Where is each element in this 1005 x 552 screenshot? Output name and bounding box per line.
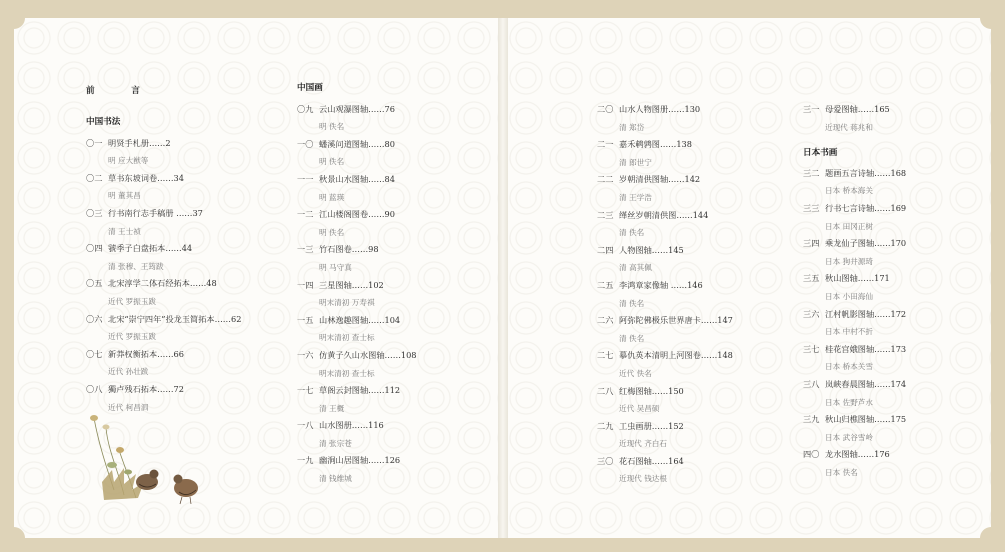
entry-title: 三星图轴……102	[319, 279, 384, 290]
entry-number: 二九	[597, 420, 614, 431]
toc-entry	[297, 417, 417, 435]
entry-number: 〇七	[86, 348, 103, 359]
section-heading: 中国画	[297, 83, 323, 93]
entry-author: 清 高其佩	[619, 263, 652, 273]
toc-entry	[297, 382, 417, 400]
entry-author: 近代 罗振玉跋	[108, 332, 156, 342]
entry-title: 江山楼阁图卷……90	[319, 209, 395, 220]
entry-title: 江村帆影图轴……172	[825, 308, 907, 319]
toc-entry	[803, 376, 906, 394]
entry-number: 一三	[297, 244, 314, 255]
entry-author: 近代 柯昌泗	[108, 402, 149, 412]
entry-number: 二四	[597, 244, 614, 255]
entry-author: 明末清初 万寿祺	[319, 298, 375, 308]
entry-title: 新莽权衡拓本……66	[108, 348, 184, 359]
toc-entry	[803, 200, 906, 218]
right-page	[506, 18, 991, 538]
entry-title: 母爱图轴……165	[825, 104, 890, 114]
entry-author: 近代 孙壮跋	[108, 367, 149, 377]
book-gutter	[498, 18, 508, 538]
entry-author: 清 王概	[319, 403, 345, 413]
entry-author: 清 郑岱	[619, 122, 645, 132]
toc-entry	[86, 240, 241, 258]
entry-author: 清 钱维城	[319, 474, 352, 484]
entry-title: 岁朝清供图轴……142	[619, 174, 701, 185]
corner-notch	[3, 7, 25, 29]
toc-entry	[86, 346, 241, 364]
entry-number: 三七	[803, 343, 820, 354]
entry-title: 蟠溪问道图轴……80	[319, 138, 395, 149]
entry-title: 秋山图轴……171	[825, 273, 890, 284]
toc-entry	[597, 242, 733, 260]
toc-entry	[86, 135, 241, 153]
entry-author: 近现代 蒋兆和	[825, 122, 873, 132]
toc-entry	[803, 446, 906, 464]
entry-author: 明 佚名	[319, 122, 345, 132]
entry-title: 工虫画册……152	[619, 420, 684, 431]
entry-author: 清 郎世宁	[619, 157, 652, 167]
entry-title: 行书南行志手稿册 ……37	[108, 207, 203, 218]
toc-entry	[803, 270, 906, 288]
flower-blooms	[90, 415, 132, 475]
entry-author: 清 佚名	[619, 228, 645, 238]
entry-author: 清 佚名	[619, 298, 645, 308]
entry-author: 明末清初 查士标	[319, 368, 375, 378]
toc-entry	[86, 205, 241, 223]
calligraphy-column	[86, 114, 241, 416]
quail-flower-illustration	[84, 410, 214, 510]
entry-author: 清 王学浩	[619, 192, 652, 202]
painting-column-2	[597, 101, 733, 488]
entry-title: 云山观瀑图轴……76	[319, 103, 395, 114]
entry-number: 一〇	[297, 138, 314, 149]
entry-title: 幽涧山居图轴……126	[319, 455, 401, 466]
entry-author: 清 张穆、王筠跋	[108, 261, 164, 271]
entry-number: 二六	[597, 315, 614, 326]
entry-number: 〇三	[86, 207, 103, 218]
entry-author: 近代 吴昌硕	[619, 404, 660, 414]
entry-title: 山水人物图册……130	[619, 104, 701, 114]
entry-author: 清 张宗苍	[319, 438, 352, 448]
toc-entry	[803, 341, 906, 359]
toc-entry	[597, 347, 733, 365]
toc-entry	[297, 312, 417, 330]
entry-number: 二八	[597, 385, 614, 396]
entry-number: 二〇	[597, 104, 614, 114]
entry-author: 日本 武谷雪岭	[825, 432, 873, 442]
entry-title: 草书东坡词卷……34	[108, 172, 184, 183]
toc-entry	[803, 235, 906, 253]
toc-entry	[297, 347, 417, 365]
entry-number: 二七	[597, 350, 614, 361]
entry-author: 日本 佚名	[825, 467, 858, 477]
entry-title: 山林逸趣图轴……104	[319, 314, 401, 325]
entry-number: 四〇	[803, 449, 820, 460]
entry-number: 一一	[297, 173, 314, 184]
toc-entry	[297, 206, 417, 224]
entry-title: 北宋淳学二体石经拓本……48	[108, 278, 217, 289]
toc-entry	[597, 207, 733, 225]
toc-entry	[803, 101, 906, 119]
entry-author: 日本 佐野芦水	[825, 397, 873, 407]
entry-number: 二二	[597, 174, 614, 185]
entry-title: 草阁云封图轴……112	[319, 385, 401, 396]
toc-entry	[597, 136, 733, 154]
entry-author: 近代 佚名	[619, 368, 652, 378]
entry-title: 红梅图轴……150	[619, 385, 684, 396]
entry-title: 乘龙仙子图轴……170	[825, 238, 907, 249]
toc-entry	[297, 136, 417, 154]
section-heading: 日本书画	[803, 148, 838, 159]
entry-author: 日本 狗井源琦	[825, 256, 873, 266]
toc-entry	[597, 171, 733, 189]
entry-number: 一七	[297, 385, 314, 396]
entry-number: 〇八	[86, 383, 103, 394]
entry-author: 日本 田冈正树	[825, 221, 873, 231]
entry-title: 摹仇英本清明上河图卷……148	[619, 350, 733, 361]
quail-right	[174, 475, 199, 505]
section-heading: 中国书法	[86, 117, 121, 127]
entry-title: 李鸿章家像轴 ……146	[619, 279, 703, 290]
entry-number: 〇六	[86, 313, 103, 324]
preface-heading: 前 言	[86, 86, 154, 96]
entry-author: 日本 桥本关雪	[825, 362, 873, 372]
entry-title: 虢季子白盘拓本……44	[108, 243, 193, 254]
toc-entry	[803, 411, 906, 429]
entry-author: 明 佚名	[319, 157, 345, 167]
entry-author: 日本 桥本海关	[825, 186, 873, 196]
entry-author: 日本 中村不折	[825, 327, 873, 337]
entry-author: 明末清初 查士标	[319, 333, 375, 343]
japan-column	[803, 101, 906, 481]
entry-title: 缂丝岁朝清供图……144	[619, 209, 709, 220]
entry-title: 龙水图轴……176	[825, 449, 890, 460]
entry-number: 一九	[297, 455, 314, 466]
entry-author: 明 佚名	[319, 227, 345, 237]
entry-title: 秋景山水图轴……84	[319, 173, 395, 184]
entry-number: 一五	[297, 314, 314, 325]
entry-number: 〇四	[86, 243, 103, 254]
toc-entry	[297, 452, 417, 470]
entry-title: 花石图轴……164	[619, 455, 684, 466]
entry-author: 近现代 齐白石	[619, 439, 667, 449]
quail-left	[136, 470, 159, 491]
entry-title: 阿弥陀佛极乐世界唐卡……147	[619, 315, 733, 326]
entry-author: 明 马守真	[319, 262, 352, 272]
entry-number: 三二	[803, 167, 820, 178]
toc-entry	[597, 277, 733, 295]
entry-number: 〇五	[86, 278, 103, 289]
entry-title: 嘉禾鹌鹑图……138	[619, 139, 692, 150]
entry-number: 三九	[803, 414, 820, 425]
painting-column-1	[297, 80, 417, 488]
toc-entry	[597, 101, 733, 119]
entry-number: 三四	[803, 238, 820, 249]
toc-entry	[86, 275, 241, 293]
entry-title: 山水图册……116	[319, 420, 384, 431]
entry-number: 〇九	[297, 103, 314, 114]
toc-entry	[597, 453, 733, 471]
entry-number: 三〇	[597, 455, 614, 466]
corner-notch	[980, 7, 1002, 29]
entry-author: 近现代 钱达根	[619, 474, 667, 484]
entry-title: 人物图轴……145	[619, 244, 684, 255]
entry-title: 獨卢残石拓本……72	[108, 383, 184, 394]
toc-entry	[297, 101, 417, 119]
toc-entry	[297, 277, 417, 295]
toc-entry	[597, 312, 733, 330]
toc-entry	[803, 306, 906, 324]
entry-number: 三八	[803, 378, 820, 389]
corner-notch	[980, 527, 1002, 549]
entry-number: 一八	[297, 420, 314, 431]
entry-author: 清 佚名	[619, 333, 645, 343]
corner-notch	[3, 527, 25, 549]
entry-title: 竹石图卷……98	[319, 244, 379, 255]
entry-title: 秋山归樵图轴……175	[825, 414, 907, 425]
entry-author: 明 应大猷等	[108, 156, 149, 166]
entry-author: 明 蓝瑛	[319, 192, 345, 202]
entry-number: 二三	[597, 209, 614, 220]
entry-author: 明 董其昌	[108, 191, 141, 201]
entry-number: 三五	[803, 273, 820, 284]
entry-title: 明贤手札册……2	[108, 137, 171, 148]
entry-title: 岚峡春晨图轴……174	[825, 378, 907, 389]
entry-number: 〇二	[86, 172, 103, 183]
entry-author: 清 王士祯	[108, 226, 141, 236]
toc-entry	[297, 171, 417, 189]
entry-number: 二一	[597, 139, 614, 150]
entry-number: 一四	[297, 279, 314, 290]
entry-number: 一二	[297, 209, 314, 220]
entry-number: 〇一	[86, 137, 103, 148]
entry-title: 桂花宫娥图轴……173	[825, 343, 907, 354]
toc-entry	[297, 241, 417, 259]
toc-entry	[86, 311, 241, 329]
toc-entry	[803, 165, 906, 183]
entry-number: 三三	[803, 202, 820, 213]
toc-entry	[597, 383, 733, 401]
entry-number: 三一	[803, 104, 820, 114]
entry-title: 仿黄子久山水图轴……108	[319, 349, 417, 360]
toc-entry	[597, 418, 733, 436]
entry-author: 近代 罗振玉跋	[108, 296, 156, 306]
entry-title: 行书七言诗轴……169	[825, 202, 907, 213]
entry-number: 三六	[803, 308, 820, 319]
entry-number: 一六	[297, 349, 314, 360]
entry-author: 日本 小田海仙	[825, 291, 873, 301]
entry-title: 题画五言诗轴……168	[825, 167, 907, 178]
toc-entry	[86, 170, 241, 188]
entry-number: 二五	[597, 279, 614, 290]
toc-entry	[86, 381, 241, 399]
entry-title: 北宋“崇宁四年”投龙玉简拓本……62	[108, 313, 242, 324]
